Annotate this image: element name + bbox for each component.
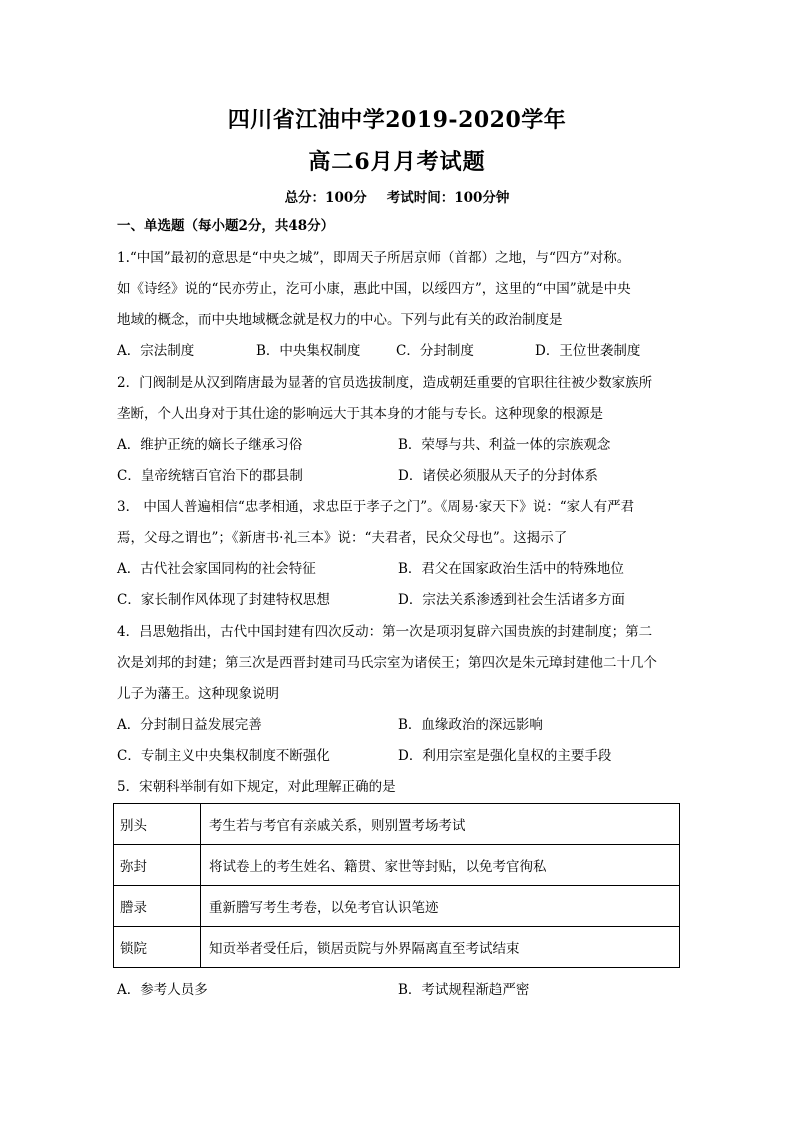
question-1-line-2: 如《诗经》说的“民亦劳止，汔可小康，惠此中国，以绥四方”，这里的“中国”就是中央	[117, 281, 631, 297]
question-2-option-c: C．皇帝统辖百官治下的郡县制	[117, 468, 303, 484]
rule-description: 重新謄写考生考卷，以免考官认识笔迹	[201, 886, 680, 927]
question-5-option-a: A．参考人员多	[117, 982, 208, 998]
rule-description: 将试卷上的考生姓名、籍贯、家世等封贴，以免考官徇私	[201, 845, 680, 886]
exam-subtitle: 高二6月月考试题	[308, 149, 486, 175]
exam-title: 四川省江油中学2019-2020学年	[227, 107, 567, 133]
question-4-line-3: 儿子为藩王。这种现象说明	[117, 686, 279, 702]
exam-meta	[0, 186, 794, 206]
question-1-option-b: B．中央集权制度	[256, 343, 361, 359]
total-score: 总分：100分	[284, 190, 367, 206]
exam-time: 考试时间：100分钟	[386, 190, 510, 206]
question-2-line-1: 2．门阀制是从汉到隋唐最为显著的官员选拔制度，造成朝廷重要的官职往往被少数家族所	[117, 375, 653, 391]
table-row	[114, 927, 680, 968]
exam-rules-table	[113, 803, 680, 968]
question-3-line-2: 焉，父母之谓也”；《新唐书·礼三本》说：“夫君者，民众父母也”。这揭示了	[117, 530, 568, 546]
rule-term: 謄录	[114, 886, 201, 927]
rule-term: 锁院	[114, 927, 201, 968]
rule-term: 弥封	[114, 845, 201, 886]
question-2-option-a: A．维护正统的嫡长子继承习俗	[117, 437, 303, 453]
question-5-option-b: B．考试规程渐趋严密	[398, 982, 530, 998]
rule-term: 别头	[114, 804, 201, 845]
question-1-line-1: 1.“中国”最初的意思是“中央之城”，即周天子所居京师（首都）之地，与“四方”对称。	[117, 250, 631, 266]
question-5-line-1: 5．宋朝科举制有如下规定，对此理解正确的是	[117, 779, 396, 795]
question-3-option-b: B．君父在国家政治生活中的特殊地位	[398, 561, 624, 577]
question-4-line-1: 4．吕思勉指出，古代中国封建有四次反动：第一次是项羽复辟六国贵族的封建制度；第二	[117, 624, 653, 640]
question-4-option-b: B．血缘政治的深远影响	[398, 717, 543, 733]
question-3-option-c: C．家长制作风体现了封建特权思想	[117, 592, 330, 608]
question-1-option-c: C．分封制度	[396, 343, 474, 359]
rule-description: 知贡举者受任后，锁居贡院与外界隔离直至考试结束	[201, 927, 680, 968]
table-row	[114, 804, 680, 845]
question-1-option-a: A．宗法制度	[117, 343, 195, 359]
question-1-line-3: 地域的概念，而中央地域概念就是权力的中心。下列与此有关的政治制度是	[117, 312, 563, 328]
question-4-option-a: A．分封制日益发展完善	[117, 717, 262, 733]
question-4-option-c: C．专制主义中央集权制度不断强化	[117, 748, 330, 764]
question-3-option-a: A．古代社会家国同构的社会特征	[117, 561, 316, 577]
question-2-option-d: D．诸侯必须服从天子的分封体系	[398, 468, 598, 484]
question-1-option-d: D．王位世袭制度	[535, 343, 641, 359]
table-row	[114, 886, 680, 927]
question-4-option-d: D．利用宗室是强化皇权的主要手段	[398, 748, 612, 764]
question-2-line-2: 垄断，个人出身对于其仕途的影响远大于其本身的才能与专长。这种现象的根源是	[117, 406, 603, 422]
question-2-option-b: B．荣辱与共、利益一体的宗族观念	[398, 437, 611, 453]
question-3-option-d: D．宗法关系渗透到社会生活诸多方面	[398, 592, 625, 608]
section-heading: 一、单选题（每小题2分，共48分）	[117, 218, 335, 234]
question-3-line-1: 3． 中国人普遍相信“忠孝相通，求忠臣于孝子之门”。《周易·家天下》说：“家人有严君	[117, 499, 635, 515]
rule-description: 考生若与考官有亲戚关系，则别置考场考试	[201, 804, 680, 845]
table-row	[114, 845, 680, 886]
question-4-line-2: 次是刘邦的封建；第三次是西晋封建司马氏宗室为诸侯王；第四次是朱元璋封建他二十几个	[117, 655, 657, 671]
